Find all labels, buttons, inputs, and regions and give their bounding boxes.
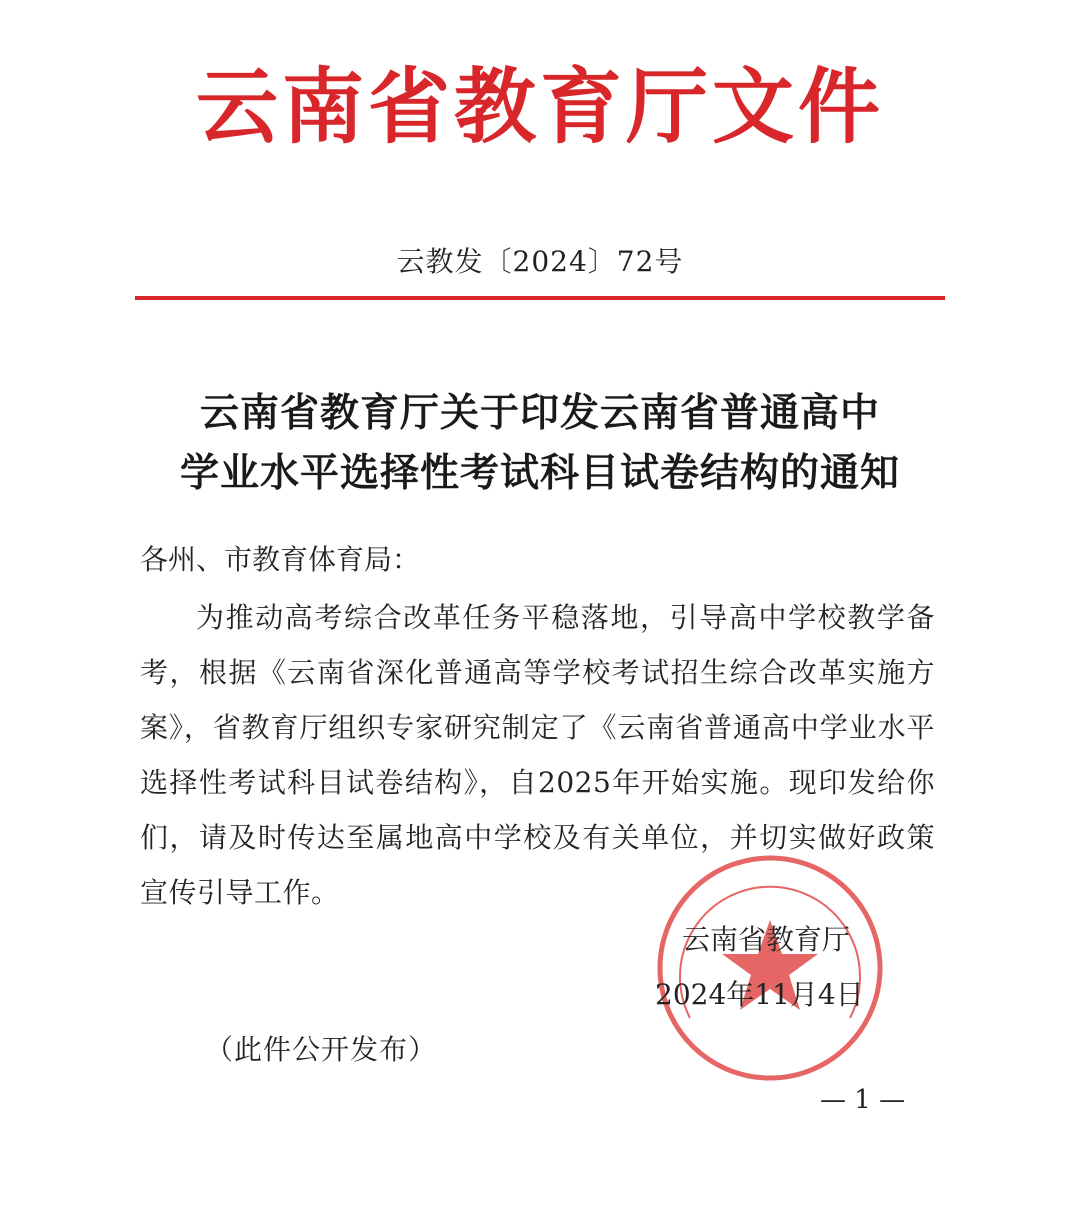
notice-title-line2: 学业水平选择性考试科目试卷结构的通知 <box>179 451 900 496</box>
addressee: 各州、市教育体育局： <box>140 543 421 576</box>
signature-date: 2024年11月4日 <box>655 978 864 1011</box>
signature-organization: 云南省教育厅 <box>682 923 851 956</box>
red-divider-line <box>135 296 945 300</box>
public-release-note: （此件公开发布） <box>205 1033 438 1066</box>
official-seal-stamp <box>650 848 890 1088</box>
document-header-title: 云南省教育厅文件 <box>195 60 884 155</box>
body-paragraph: 为推动高考综合改革任务平稳落地，引导高中学校教学备考，根据《云南省深化普通高等学校考试招生综合改革实施方案》，省教育厅组织专家研究制定了《云南省普通高中学业水平选择性考试科目试卷结构》，自2025年开始实施。现印发给你们，请及时传达至属地高中学校及有关单位，并切实做好政策宣传引导工作。 <box>140 601 935 909</box>
page-number: — 1 — <box>820 1085 906 1115</box>
notice-title-line1: 云南省教育厅关于印发云南省普通高中 <box>199 391 880 436</box>
notice-title <box>0 384 1080 504</box>
document-number: 云教发〔2024〕72号 <box>396 245 684 278</box>
